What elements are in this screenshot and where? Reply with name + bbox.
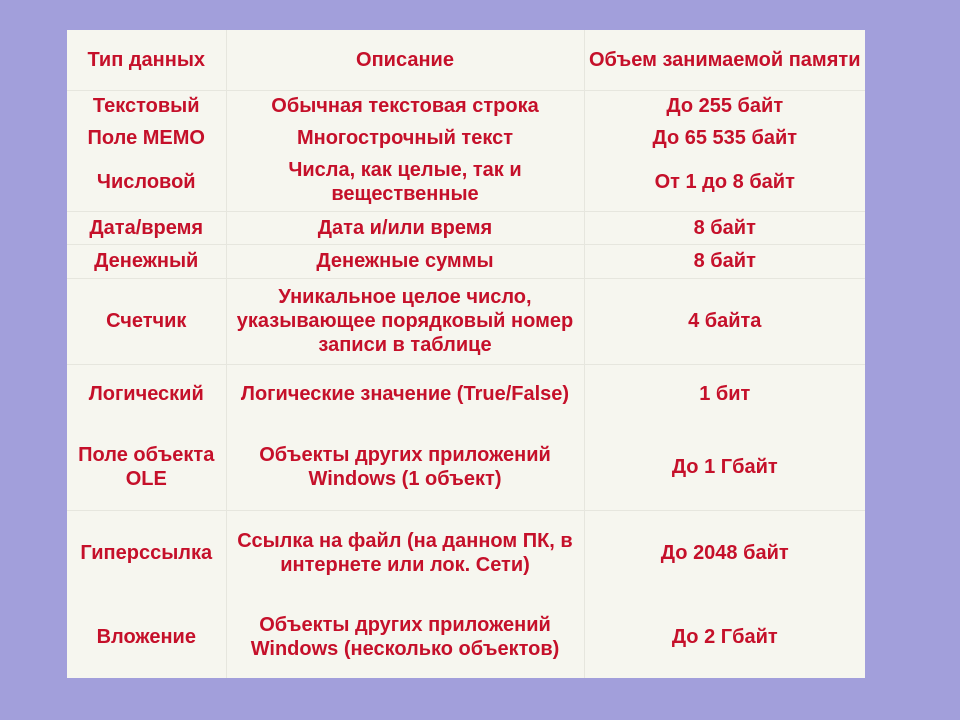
cell-type: Логический: [88, 383, 204, 406]
cell-description: Ссылка на файл (на данном ПК, в интернете или лок. Сети): [226, 510, 584, 596]
table-row: [67, 424, 865, 510]
cell-description: Объекты других приложений Windows (несколько объектов): [226, 596, 584, 678]
cell-description: Объекты других приложений Windows (1 объект): [226, 424, 584, 510]
table-row: [67, 154, 865, 211]
table-row: [67, 596, 865, 678]
table-row: [67, 278, 865, 364]
cell-type: Поле МЕМО: [87, 127, 205, 149]
header-type: Тип данных: [67, 30, 226, 90]
cell-description: Обычная текстовая строка: [226, 90, 584, 122]
slide-table-panel: [67, 30, 865, 678]
cell-description: Денежные суммы: [226, 244, 584, 278]
cell-type: Денежный: [67, 244, 226, 278]
table-row: [67, 122, 865, 154]
cell-type: Вложение: [96, 626, 196, 648]
cell-type: Текстовый: [92, 95, 200, 118]
cell-size: До 2 Гбайт: [584, 596, 865, 678]
cell-description: Числа, как целые, так и вещественные: [226, 154, 584, 211]
table-header-row: [67, 30, 865, 90]
cell-size: До 1 Гбайт: [584, 424, 865, 510]
cell-description: Уникальное целое число, указывающее порядковый номер записи в таблице: [226, 278, 584, 364]
cell-size: 8 байт: [584, 211, 865, 244]
cell-description: Многострочный текст: [226, 122, 584, 154]
header-description: Описание: [226, 30, 584, 90]
table-row: [67, 211, 865, 244]
cell-size: 8 байт: [584, 244, 865, 278]
cell-size: 4 байта: [584, 278, 865, 364]
cell-size: До 2048 байт: [584, 510, 865, 596]
cell-size: От 1 до 8 байт: [584, 154, 865, 211]
cell-description: Логические значение (True/False): [226, 364, 584, 424]
cell-size: До 65 535 байт: [584, 122, 865, 154]
table-row: [67, 510, 865, 596]
cell-size: 1 бит: [584, 364, 865, 424]
header-size: Объем занимаемой памяти: [584, 30, 865, 90]
cell-type: Поле объекта OLE: [67, 424, 226, 510]
cell-type: Гиперссылка: [80, 542, 213, 565]
table-row: [67, 244, 865, 278]
data-types-table: [67, 30, 865, 678]
table-row: [67, 90, 865, 122]
cell-type: Дата/время: [67, 211, 226, 244]
cell-type: Числовой: [67, 154, 226, 211]
cell-type: Счетчик: [67, 278, 226, 364]
cell-description: Дата и/или время: [226, 211, 584, 244]
table-row: [67, 364, 865, 424]
cell-size: До 255 байт: [584, 90, 865, 122]
